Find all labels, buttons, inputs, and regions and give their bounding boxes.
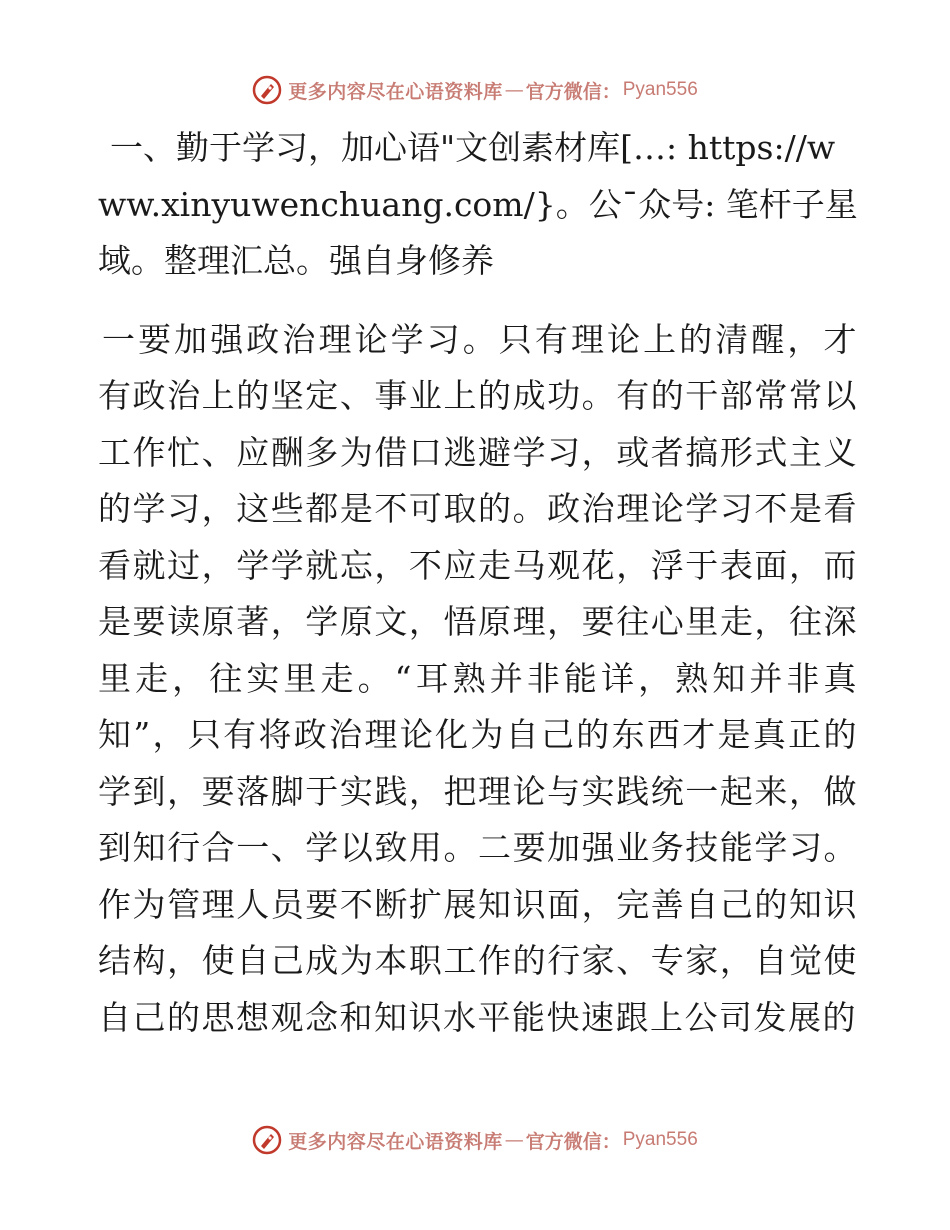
watermark-label: 官方微信： — [525, 80, 621, 103]
header-watermark — [0, 72, 950, 108]
watermark-wechat-id: Pyan556 — [622, 79, 698, 100]
document-body — [98, 120, 858, 1046]
watermark-dash: — — [504, 79, 524, 101]
pen-nib-logo-icon — [252, 75, 282, 105]
watermark-site-text: 更多内容尽在心语资料库 — [288, 80, 503, 103]
footer-watermark — [0, 1122, 950, 1158]
body-paragraph: 一要加强政治理论学习。只有理论上的清醒，才有政治上的坚定、事业上的成功。有的干部常常以工作忙、应酬多为借口逃避学习，或者搞形式主义的学习，这些都是不可取的。政治理论学习不是看看就过，学学就忘，不应走马观花，浮于表面，而是要读原著，学原文，悟原理，要往心里走，往深里走，往实里走。“耳熟并非能详，熟知并非真知”，只有将政治理论化为自己的东西才是真正的学到，要落脚于实践，把理论与实践统一起来，做到知行合一、学以致用。二要加强业务技能学习。作为管理人员要不断扩展知识面，完善自己的知识结构，使自己成为本职工作的行家、专家，自觉使自己的思想观念和知识水平能快速跟上公司发展的 — [98, 319, 858, 1037]
watermark-label: 官方微信： — [525, 1130, 621, 1153]
pen-nib-logo-icon — [252, 1125, 282, 1155]
watermark-site-text: 更多内容尽在心语资料库 — [288, 1130, 503, 1153]
watermark-dash: — — [504, 1129, 524, 1151]
watermark-wechat-id: Pyan556 — [622, 1129, 698, 1150]
section-heading: 一、勤于学习，加心语"文创素材库[…: https://www.xinyuwenchuang.com/}。公¯众号: 笔杆子星域。整理汇总。强自身修养 — [98, 128, 858, 280]
